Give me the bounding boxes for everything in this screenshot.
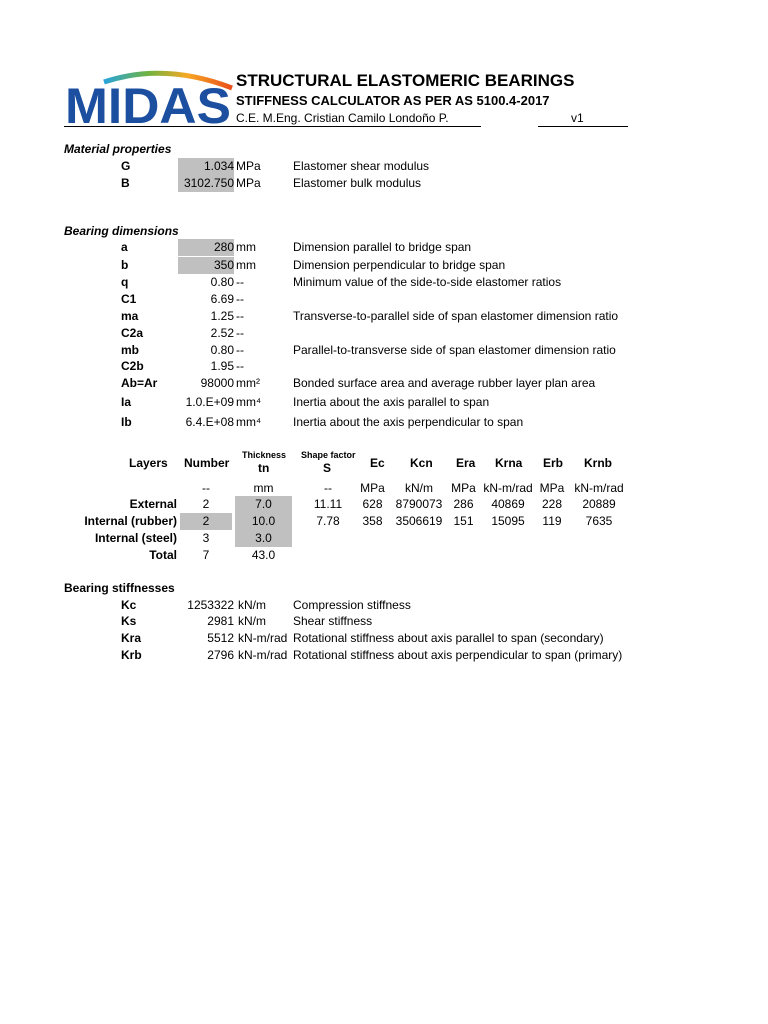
page-subtitle: STIFFNESS CALCULATOR AS PER AS 5100.4-2017 <box>236 93 550 108</box>
layer-ec: 358 <box>362 514 383 528</box>
stiffness-unit: kN-m/rad <box>238 648 288 662</box>
col-header-era: Era <box>456 456 476 470</box>
dimension-unit: mm⁴ <box>236 395 262 409</box>
layer-number-input[interactable]: 2 <box>180 513 232 530</box>
dimension-value: 6.69 <box>210 292 234 306</box>
dimension-label: b <box>121 258 129 272</box>
unit-cell-krna: kN-m/rad <box>483 481 533 495</box>
dimension-unit: -- <box>236 359 244 373</box>
col-header-shape-label: Shape factor <box>301 450 356 460</box>
stiffness-description: Rotational stiffness about axis parallel to span (secondary) <box>293 631 604 645</box>
col-header-number: Number <box>184 456 230 470</box>
material-value-input[interactable]: 1.034 <box>178 158 234 175</box>
dimension-value-input[interactable]: 280 <box>178 239 234 256</box>
stiffness-description: Compression stiffness <box>293 598 411 612</box>
dimension-value: 0.80 <box>210 275 234 289</box>
dimension-label: Ib <box>121 415 132 429</box>
dimension-unit: mm <box>236 240 256 254</box>
material-description: Elastomer bulk modulus <box>293 176 422 190</box>
material-section-title: Material properties <box>64 142 172 156</box>
layer-krnb: 20889 <box>582 497 616 511</box>
stiffness-value: 2981 <box>207 614 234 628</box>
stiffness-value: 5512 <box>207 631 234 645</box>
dimension-description: Minimum value of the side-to-side elastomer ratios <box>293 275 562 289</box>
dimension-unit: mm⁴ <box>236 415 262 429</box>
dimension-label: Ia <box>121 395 132 409</box>
layer-number: 3 <box>202 531 210 545</box>
dimensions-section-title: Bearing dimensions <box>64 224 179 238</box>
stiffness-description: Rotational stiffness about axis perpendicular to span (primary) <box>293 648 623 662</box>
col-header-ec: Ec <box>370 456 385 470</box>
layer-name: Internal (rubber) <box>84 514 177 528</box>
layer-krna: 15095 <box>491 514 525 528</box>
col-header-krnb: Krnb <box>584 456 612 470</box>
col-header-kcn: Kcn <box>410 456 433 470</box>
unit-cell-ec: MPa <box>360 481 385 495</box>
dimension-unit: mm <box>236 258 256 272</box>
dimension-value: 6.4.E+08 <box>185 415 234 429</box>
dimension-label: C2a <box>121 326 144 340</box>
unit-cell-thickness: mm <box>253 481 274 495</box>
layer-era: 286 <box>453 497 474 511</box>
dimension-label: q <box>121 275 129 289</box>
stiffness-label: Kc <box>121 598 137 612</box>
dimension-unit: -- <box>236 343 244 357</box>
dimension-value-input[interactable]: 350 <box>178 257 234 274</box>
unit-cell-number: -- <box>202 481 210 495</box>
layer-thickness-input[interactable]: 10.0 <box>235 513 292 530</box>
layer-ec: 628 <box>362 497 383 511</box>
dimension-description: Parallel-to-transverse side of span elastomer dimension ratio <box>293 343 616 357</box>
material-unit: MPa <box>236 176 261 190</box>
layer-name: Internal (steel) <box>94 531 177 545</box>
version: v1 <box>571 111 584 125</box>
author: C.E. M.Eng. Cristian Camilo Londoño P. <box>236 111 449 125</box>
layer-name: Total <box>149 548 177 562</box>
stiffness-label: Krb <box>121 648 142 662</box>
dimension-value: 2.52 <box>210 326 234 340</box>
header-rule-left <box>64 126 481 127</box>
layer-kcn: 8790073 <box>395 497 443 511</box>
dimension-label: Ab=Ar <box>121 376 158 390</box>
material-description: Elastomer shear modulus <box>293 159 430 173</box>
layer-name: External <box>129 497 177 511</box>
unit-cell-erb: MPa <box>539 481 565 495</box>
col-header-layers: Layers <box>129 456 168 470</box>
unit-cell-kcn: kN/m <box>405 481 433 495</box>
stiffness-unit: kN/m <box>238 598 266 612</box>
stiffness-value: 1253322 <box>187 598 234 612</box>
dimension-description: Dimension perpendicular to bridge span <box>293 258 506 272</box>
dimension-unit: -- <box>236 309 244 323</box>
dimension-value: 0.80 <box>210 343 234 357</box>
stiffness-unit: kN-m/rad <box>238 631 288 645</box>
dimension-label: ma <box>121 309 139 323</box>
dimension-description: Transverse-to-parallel side of span elastomer dimension ratio <box>293 309 619 323</box>
dimension-description: Inertia about the axis perpendicular to span <box>293 415 524 429</box>
layer-krnb: 7635 <box>585 514 613 528</box>
layer-thickness-input[interactable]: 7.0 <box>235 496 292 513</box>
midas-logo-graphic <box>64 68 234 126</box>
col-header-erb: Erb <box>543 456 564 470</box>
layer-erb: 228 <box>541 497 563 511</box>
col-header-shape: S <box>323 461 332 475</box>
header-rule-right <box>538 126 628 127</box>
dimension-label: C2b <box>121 359 144 373</box>
dimension-label: mb <box>121 343 139 357</box>
material-label: G <box>121 159 131 173</box>
dimension-description: Bonded surface area and average rubber layer plan area <box>293 376 596 390</box>
unit-cell-shape: -- <box>324 481 332 495</box>
dimension-description: Dimension parallel to bridge span <box>293 240 472 254</box>
stiffness-label: Ks <box>121 614 137 628</box>
layer-shape: 11.11 <box>313 497 343 511</box>
material-unit: MPa <box>236 159 261 173</box>
dimension-label: a <box>121 240 128 254</box>
unit-cell-era: MPa <box>451 481 476 495</box>
material-value-input[interactable]: 3102.750 <box>178 175 234 192</box>
stiffness-section-title: Bearing stiffnesses <box>64 581 175 595</box>
layer-thickness: 43.0 <box>251 548 276 562</box>
stiffness-unit: kN/m <box>238 614 266 628</box>
layer-kcn: 3506619 <box>395 514 443 528</box>
dimension-description: Inertia about the axis parallel to span <box>293 395 490 409</box>
layer-era: 151 <box>453 514 474 528</box>
dimension-unit: -- <box>236 292 244 306</box>
layer-erb: 119 <box>542 514 562 528</box>
dimension-unit: -- <box>236 275 244 289</box>
col-header-thickness-label: Thickness <box>242 450 287 460</box>
dimension-value: 1.95 <box>210 359 234 373</box>
layer-shape: 7.78 <box>316 514 340 528</box>
dimension-value: 1.0.E+09 <box>185 395 234 409</box>
stiffness-description: Shear stiffness <box>293 614 373 628</box>
unit-cell-krnb: kN-m/rad <box>574 481 624 495</box>
dimension-value: 98000 <box>200 376 234 390</box>
col-header-thickness: tn <box>258 461 270 475</box>
stiffness-label: Kra <box>121 631 142 645</box>
midas-logo <box>64 68 234 126</box>
page-title: STRUCTURAL ELASTOMERIC BEARINGS <box>236 71 575 90</box>
layer-thickness-input[interactable]: 3.0 <box>235 530 292 547</box>
dimension-label: C1 <box>121 292 137 306</box>
dimension-unit: -- <box>236 326 244 340</box>
material-label: B <box>121 176 130 190</box>
dimension-unit: mm² <box>236 376 260 390</box>
layer-number: 7 <box>202 548 210 562</box>
logo-text: MIDAS <box>65 78 231 126</box>
layer-number: 2 <box>202 497 210 511</box>
col-header-krna: Krna <box>495 456 523 470</box>
layer-krna: 40869 <box>491 497 525 511</box>
dimension-value: 1.25 <box>210 309 234 323</box>
stiffness-value: 2796 <box>207 648 234 662</box>
